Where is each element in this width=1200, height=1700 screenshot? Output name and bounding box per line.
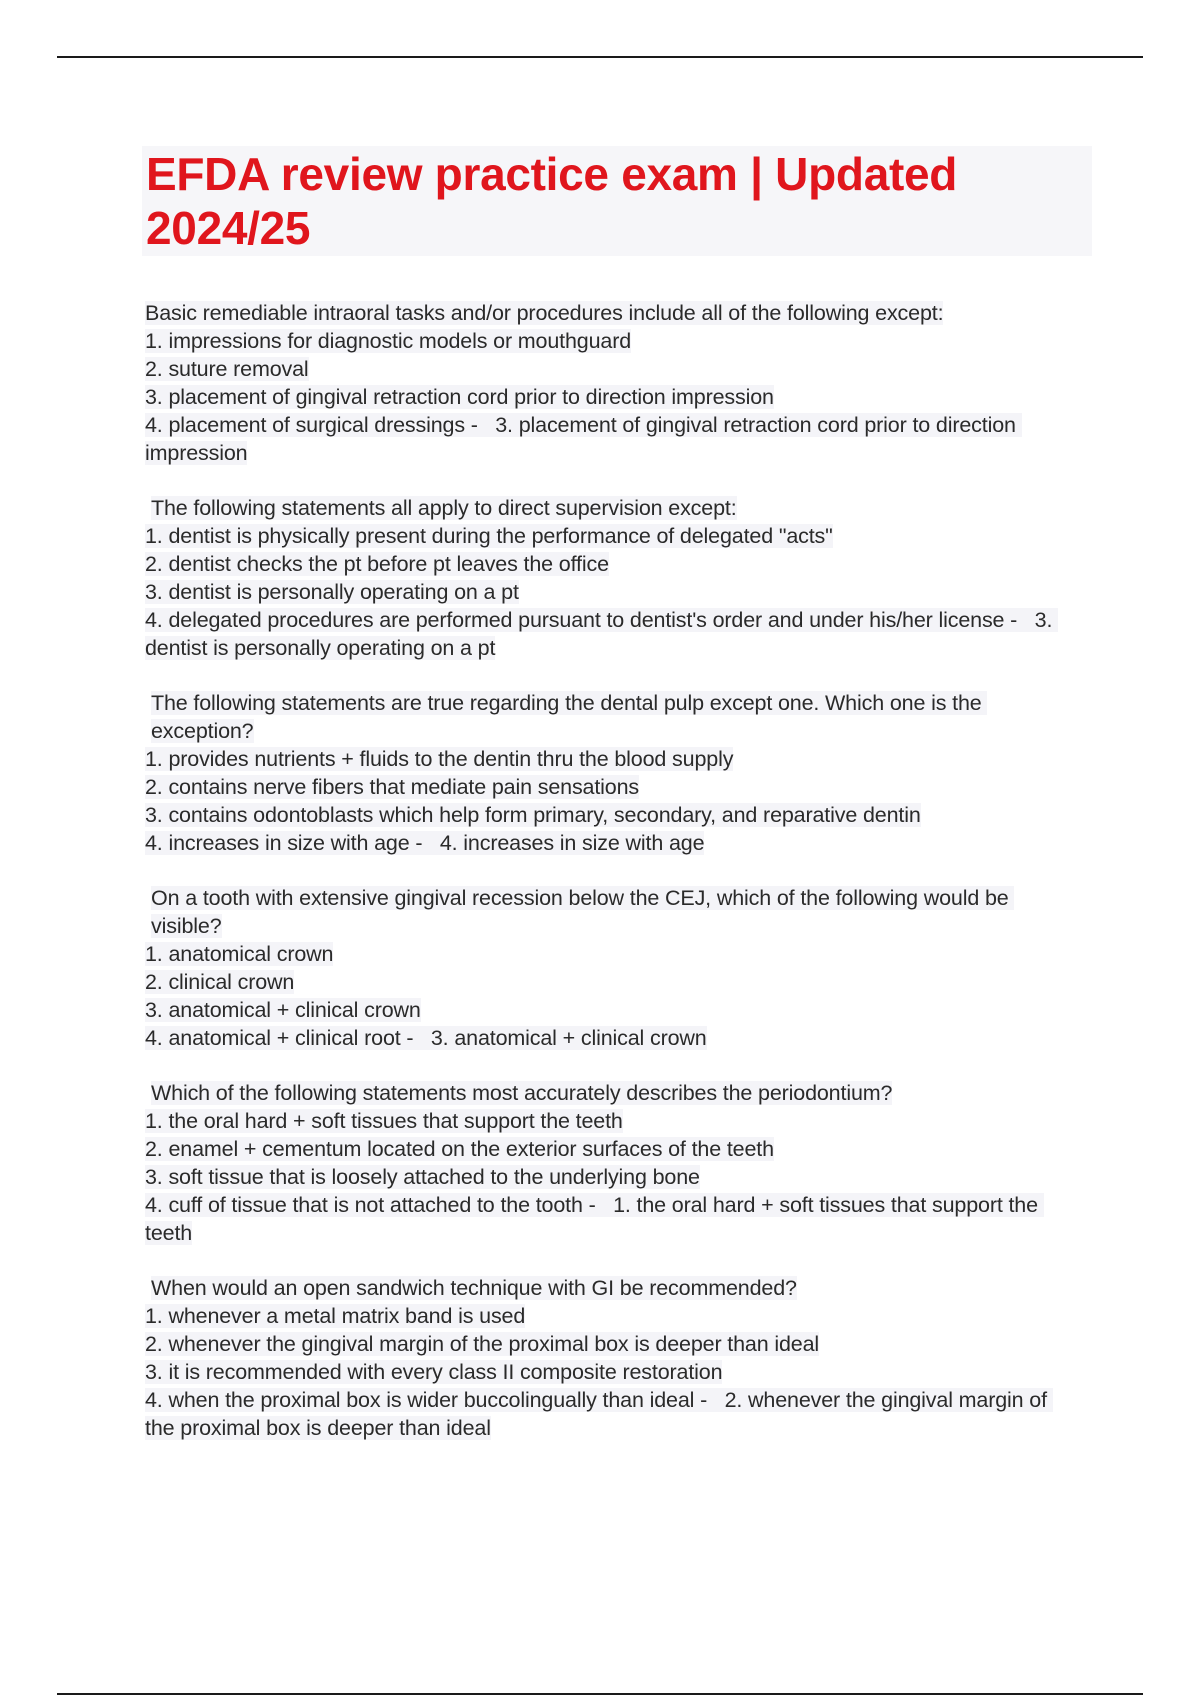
question-block	[145, 299, 1075, 467]
question-block	[145, 884, 1075, 1052]
answer-option: 2. suture removal	[145, 357, 309, 381]
question-text: Which of the following statements most accurately describes the periodontium?	[151, 1081, 893, 1105]
answer-option-with-answer: 4. anatomical + clinical root - 3. anatomical + clinical crown	[145, 1026, 707, 1050]
question-block	[145, 1274, 1075, 1442]
bottom-rule	[57, 1693, 1143, 1695]
question-text: On a tooth with extensive gingival recession below the CEJ, which of the following would be visible?	[151, 886, 1015, 938]
answer-option-with-answer: 4. placement of surgical dressings - 3. placement of gingival retraction cord prior to direction impression	[145, 413, 1022, 465]
answer-option: 2. clinical crown	[145, 970, 295, 994]
question-text: When would an open sandwich technique with GI be recommended?	[151, 1276, 797, 1300]
question-block	[145, 1079, 1075, 1247]
answer-option: 1. provides nutrients + fluids to the dentin thru the blood supply	[145, 747, 734, 771]
question-text: Basic remediable intraoral tasks and/or procedures include all of the following except:	[145, 301, 944, 325]
document-title: EFDA review practice exam | Updated 2024/25	[146, 148, 958, 254]
answer-option: 1. anatomical crown	[145, 942, 334, 966]
answer-option: 3. anatomical + clinical crown	[145, 998, 421, 1022]
question-block	[145, 689, 1075, 857]
question-list	[145, 299, 1075, 1469]
question-block	[145, 494, 1075, 662]
answer-option: 3. placement of gingival retraction cord prior to direction impression	[145, 385, 774, 409]
answer-option: 1. impressions for diagnostic models or mouthguard	[145, 329, 632, 353]
answer-option-with-answer: 4. when the proximal box is wider buccolingually than ideal - 2. whenever the gingival margin of the proximal box is deeper than ideal	[145, 1388, 1053, 1440]
answer-option: 2. whenever the gingival margin of the proximal box is deeper than ideal	[145, 1332, 820, 1356]
answer-option: 2. enamel + cementum located on the exterior surfaces of the teeth	[145, 1137, 774, 1161]
answer-option: 2. dentist checks the pt before pt leaves the office	[145, 552, 609, 576]
question-text: The following statements all apply to direct supervision except:	[151, 496, 737, 520]
answer-option: 1. whenever a metal matrix band is used	[145, 1304, 526, 1328]
question-text: The following statements are true regarding the dental pulp except one. Which one is the exception?	[151, 691, 988, 743]
answer-option-with-answer: 4. increases in size with age - 4. increases in size with age	[145, 831, 705, 855]
answer-option: 3. dentist is personally operating on a pt	[145, 580, 519, 604]
answer-option-with-answer: 4. cuff of tissue that is not attached to the tooth - 1. the oral hard + soft tissues that support the teeth	[145, 1193, 1044, 1245]
answer-option: 1. the oral hard + soft tissues that support the teeth	[145, 1109, 623, 1133]
answer-option: 3. it is recommended with every class II composite restoration	[145, 1360, 723, 1384]
answer-option: 2. contains nerve fibers that mediate pain sensations	[145, 775, 640, 799]
top-rule	[57, 56, 1143, 58]
answer-option: 3. contains odontoblasts which help form primary, secondary, and reparative dentin	[145, 803, 921, 827]
answer-option: 1. dentist is physically present during the performance of delegated "acts"	[145, 524, 833, 548]
answer-option-with-answer: 4. delegated procedures are performed pursuant to dentist's order and under his/her license - 3. dentist is personally operating on a pt	[145, 608, 1059, 660]
answer-option: 3. soft tissue that is loosely attached to the underlying bone	[145, 1165, 700, 1189]
